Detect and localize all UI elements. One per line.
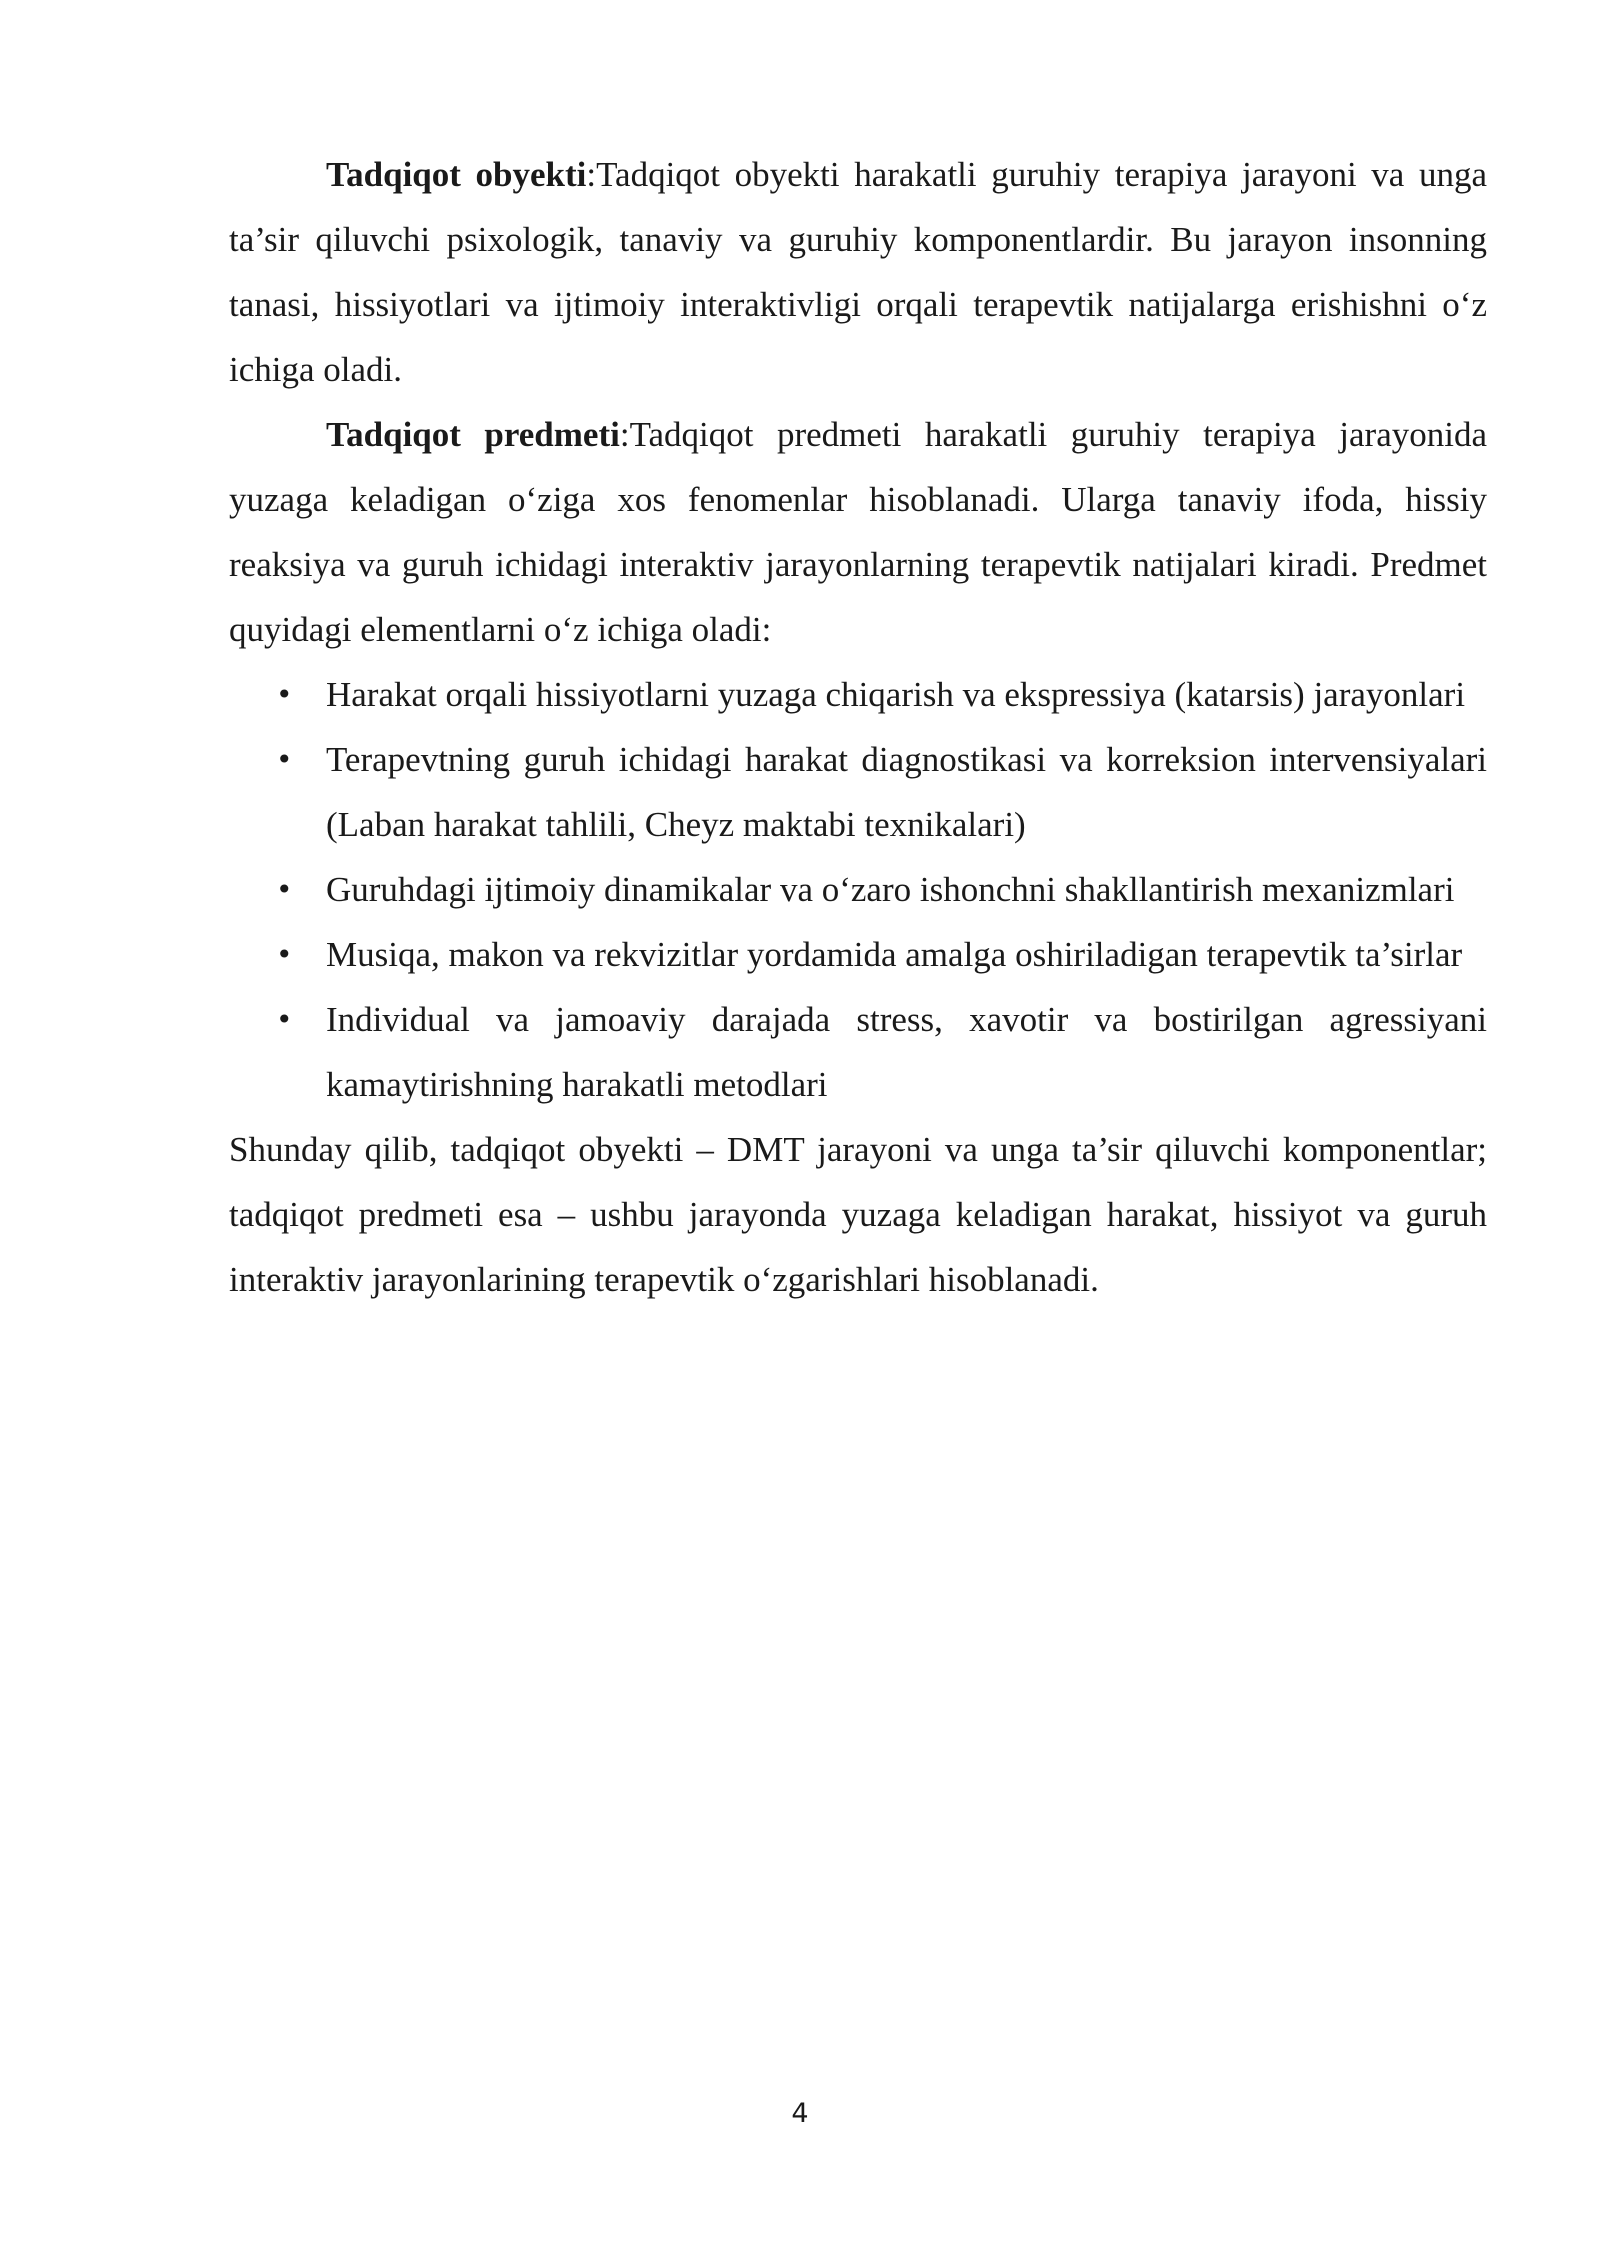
page-body [229,142,1487,1312]
heading-separator: : [619,415,630,454]
research-object-heading: Tadqiqot obyekti [326,155,587,194]
list-item [229,987,1487,1117]
bullet-icon: • [276,1003,293,1036]
research-subject-text: Tadqiqot predmeti harakatli guruhiy terapiya jarayonida yuzaga keladigan o‘ziga xos fenomenlar hisoblanadi. Ularga tanaviy ifoda, hissiy reaksiya va guruh ichidagi interaktiv jarayonlarning terapevtik natijalari kiradi. Predmet quyidagi elementlarni o‘z ichiga oladi: [229,415,1487,649]
bullet-icon: • [276,873,293,906]
bullet-icon: • [276,743,293,776]
list-item [229,922,1487,987]
research-object-paragraph [229,142,1487,402]
heading-separator: : [586,155,597,194]
list-item-text: Harakat orqali hissiyotlarni yuzaga chiqarish va ekspressiya (katarsis) jarayonlari [326,675,1466,714]
list-item-text: Terapevtning guruh ichidagi harakat diagnostikasi va korreksion intervensiyalari (Laban harakat tahlili, Cheyz maktabi texnikalari) [326,740,1487,844]
page-number: 4 [791,2098,809,2129]
list-item-text: Guruhdagi ijtimoiy dinamikalar va o‘zaro ishonchni shakllantirish mexanizmlari [326,870,1455,909]
bullet-icon: • [276,678,293,711]
subject-elements-list [229,662,1487,1117]
research-object-text: Tadqiqot obyekti harakatli guruhiy terapiya jarayoni va unga ta’sir qiluvchi psixologik, tanaviy va guruhiy komponentlardir. Bu jarayon insonning tanasi, hissiyotlari va ijtimoiy interaktivligi orqali terapevtik natijalarga erishishni o‘z ichiga oladi. [229,155,1487,389]
list-item [229,857,1487,922]
research-subject-heading: Tadqiqot predmeti [326,415,620,454]
research-subject-paragraph [229,402,1487,662]
list-item [229,727,1487,857]
list-item-text: Musiqa, makon va rekvizitlar yordamida amalga oshiriladigan terapevtik ta’sirlar [326,935,1463,974]
list-item [229,662,1487,727]
bullet-icon: • [276,938,293,971]
conclusion-paragraph: Shunday qilib, tadqiqot obyekti – DMT jarayoni va unga ta’sir qiluvchi komponentlar; tadqiqot predmeti esa – ushbu jarayonda yuzaga keladigan harakat, hissiyot va guruh interaktiv jarayonlarining terapevtik o‘zgarishlari hisoblanadi. [229,1130,1487,1299]
list-item-text: Individual va jamoaviy darajada stress, xavotir va bostirilgan agressiyani kamaytirishning harakatli metodlari [326,1000,1487,1104]
